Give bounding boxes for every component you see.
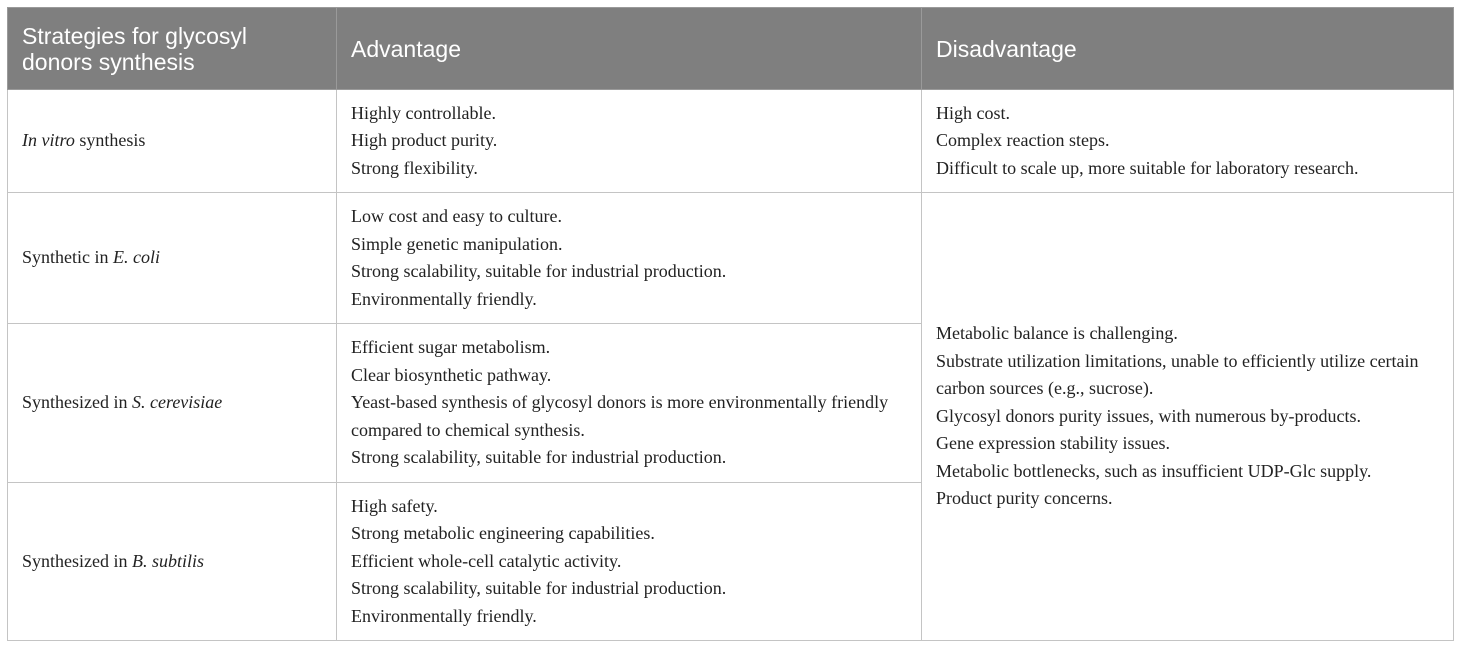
advantage-cell [337, 90, 922, 193]
advantage-item: Environmentally friendly. [351, 288, 537, 309]
advantage-item: Yeast-based synthesis of glycosyl donors is more environmentally friendly compared to chemical synthesis. [351, 392, 889, 440]
disadvantage-item: Metabolic balance is challenging. [936, 323, 1178, 344]
disadvantage-item: Complex reaction steps. [936, 130, 1110, 151]
advantage-item: Low cost and easy to culture. [351, 206, 562, 226]
disadvantage-item: Difficult to scale up, more suitable for laboratory research. [936, 157, 1359, 178]
advantage-item: Strong scalability, suitable for industrial production. [351, 261, 727, 281]
advantage-item: Highly controllable. [351, 102, 496, 123]
strategy-text: Synthesized in [22, 550, 132, 571]
advantage-item: Strong flexibility. [351, 157, 478, 178]
disadvantage-item: Metabolic bottlenecks, such as insufficient UDP-Glc supply. [936, 460, 1372, 481]
strategy-italic: S. cerevisiae [132, 392, 223, 413]
disadvantage-item: Glycosyl donors purity issues, with numerous by-products. [936, 405, 1361, 426]
strategy-cell [8, 324, 337, 483]
table-row-in-vitro [8, 90, 1454, 193]
shared-disadvantage-cell [922, 193, 1454, 641]
advantage-item: Strong metabolic engineering capabilities. [351, 523, 655, 544]
header-advantage: Advantage [337, 8, 922, 90]
disadvantage-item: Product purity concerns. [936, 488, 1113, 509]
advantage-item: Strong scalability, suitable for industrial production. [351, 447, 727, 468]
disadvantage-cell [922, 90, 1454, 193]
strategy-italic: In vitro [22, 130, 75, 151]
advantage-item: Environmentally friendly. [351, 605, 537, 626]
advantage-item: High product purity. [351, 130, 498, 151]
disadvantage-item: High cost. [936, 102, 1010, 123]
advantage-item: Efficient whole-cell catalytic activity. [351, 550, 622, 571]
advantage-item: Efficient sugar metabolism. [351, 337, 551, 358]
strategy-italic: B. subtilis [132, 550, 205, 571]
disadvantage-item: Substrate utilization limitations, unable to efficiently utilize certain carbon sources (e.g., sucrose). [936, 350, 1419, 399]
table-row-e-coli [8, 193, 1454, 324]
strategy-cell [8, 90, 337, 193]
strategy-text: synthesis [74, 130, 146, 151]
advantage-item: Clear biosynthetic pathway. [351, 364, 552, 385]
advantage-cell [337, 324, 922, 483]
advantage-cell [337, 193, 922, 324]
header-strategies: Strategies for glycosyl donors synthesis [8, 8, 337, 90]
advantage-cell [337, 483, 922, 641]
strategy-italic: E. coli [113, 247, 160, 268]
advantage-item: Strong scalability, suitable for industrial production. [351, 578, 727, 599]
header-row [8, 8, 1454, 90]
advantage-item: High safety. [351, 495, 438, 516]
disadvantage-item: Gene expression stability issues. [936, 433, 1170, 454]
advantage-item: Simple genetic manipulation. [351, 233, 563, 254]
header-disadvantage: Disadvantage [922, 8, 1454, 90]
strategy-text: Synthesized in [22, 392, 132, 413]
strategy-cell [8, 483, 337, 641]
strategy-cell [8, 193, 337, 324]
strategies-table [7, 7, 1454, 641]
strategy-text: Synthetic in [22, 247, 113, 268]
